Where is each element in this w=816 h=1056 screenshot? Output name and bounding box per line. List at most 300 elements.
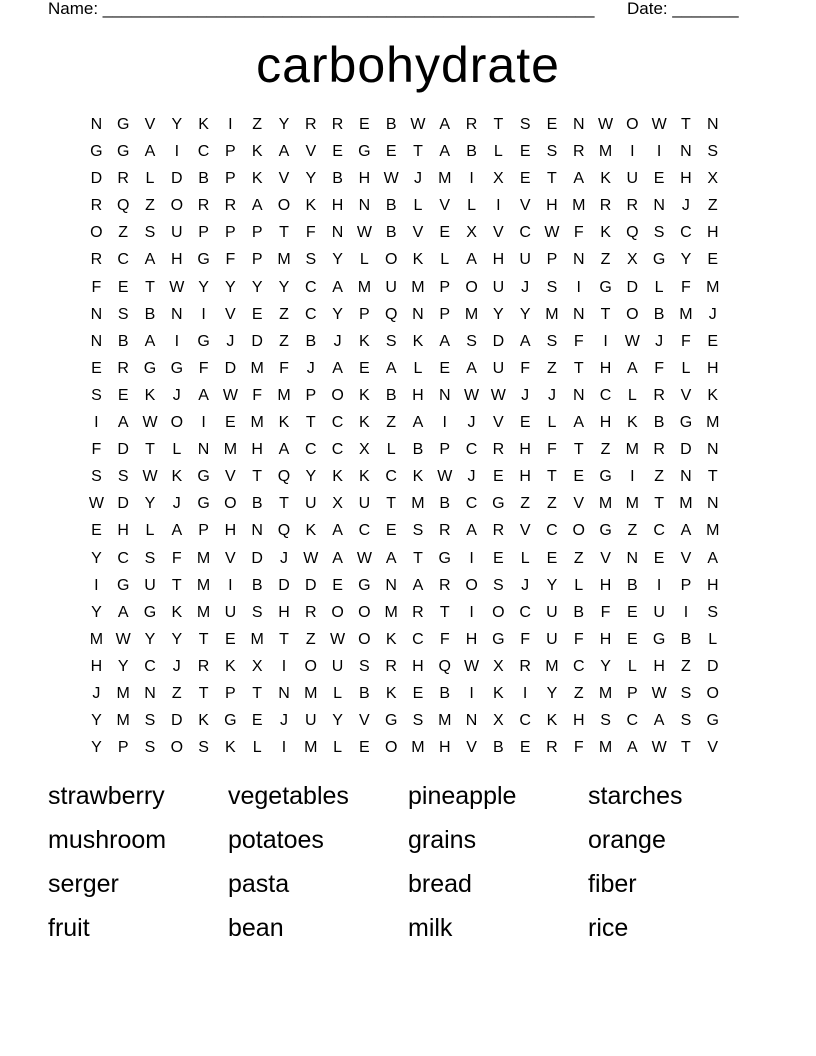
grid-row: [83, 384, 733, 411]
grid-letter: M: [679, 305, 693, 323]
grid-letter: N: [653, 197, 665, 215]
grid-letter: N: [626, 549, 639, 567]
grid-letter: K: [225, 657, 236, 675]
grid-letter: D: [90, 170, 103, 188]
grid-letter: X: [251, 657, 263, 675]
grid-letter: E: [385, 522, 397, 540]
grid-letter: X: [493, 657, 504, 675]
grid-letter: Z: [118, 224, 129, 242]
grid-letter: Y: [493, 305, 504, 323]
grid-letter: B: [439, 684, 451, 702]
grid-letter: K: [546, 712, 558, 730]
grid-letter: P: [439, 278, 451, 296]
word-list-item: orange: [588, 826, 666, 854]
grid-letter: U: [626, 170, 639, 188]
grid-letter: V: [225, 468, 236, 486]
grid-letter: N: [680, 468, 692, 486]
grid-letter: K: [171, 603, 183, 621]
grid-letter: E: [359, 116, 370, 133]
grid-letter: P: [251, 224, 263, 242]
grid-letter: I: [281, 739, 287, 757]
word-list-item: rice: [588, 914, 629, 942]
grid-letter: Y: [117, 657, 129, 675]
grid-letter: O: [706, 684, 719, 702]
grid-letter: I: [469, 603, 474, 621]
grid-letter: F: [573, 739, 584, 757]
grid-letter: I: [94, 576, 99, 594]
grid-letter: O: [465, 278, 478, 296]
grid-letter: B: [439, 495, 451, 513]
grid-letter: W: [356, 549, 372, 567]
grid-letter: Z: [547, 359, 557, 377]
grid-letter: Y: [305, 170, 317, 188]
grid-letter: N: [572, 386, 585, 404]
grid-letter: A: [627, 359, 638, 377]
grid-letter: O: [492, 603, 505, 621]
grid-letter: W: [303, 549, 319, 567]
grid-letter: M: [116, 712, 130, 730]
grid-letter: L: [520, 549, 530, 567]
grid-letter: A: [117, 414, 129, 432]
grid-letter: Z: [627, 522, 638, 540]
grid-letter: A: [680, 522, 692, 540]
grid-letter: E: [251, 712, 263, 730]
grid-letter: Y: [546, 576, 558, 594]
grid-letter: E: [519, 170, 531, 188]
grid-letter: W: [383, 170, 399, 188]
grid-letter: C: [385, 468, 397, 486]
grid-letter: Y: [305, 468, 317, 486]
grid-letter: R: [197, 197, 210, 215]
grid-letter: H: [706, 359, 719, 377]
grid-letter: Y: [171, 116, 183, 133]
grid-letter: H: [465, 630, 478, 648]
grid-letter: E: [225, 414, 236, 432]
grid-letter: O: [170, 414, 184, 432]
grid-letter: K: [305, 522, 317, 540]
grid-letter: M: [464, 305, 479, 323]
grid-letter: D: [492, 332, 505, 350]
grid-letter: B: [653, 414, 665, 432]
grid-letter: W: [624, 332, 640, 350]
grid-letter: T: [279, 495, 289, 513]
grid-letter: Z: [600, 251, 611, 269]
grid-letter: M: [545, 657, 559, 675]
grid-letter: H: [412, 657, 424, 675]
grid-letter: M: [277, 386, 291, 404]
grid-letter: M: [598, 495, 613, 513]
grid-letter: H: [278, 603, 290, 621]
grid-letter: S: [546, 332, 558, 350]
grid-letter: V: [439, 197, 451, 215]
grid-letter: E: [412, 684, 424, 702]
grid-letter: A: [332, 359, 343, 377]
grid-letter: H: [358, 170, 371, 188]
grid-letter: I: [683, 603, 689, 621]
grid-letter: I: [201, 414, 206, 432]
grid-letter: R: [224, 197, 237, 215]
grid-letter: E: [573, 468, 585, 486]
grid-letter: N: [706, 495, 719, 513]
grid-letter: M: [277, 251, 291, 269]
grid-letter: G: [384, 712, 398, 730]
grid-letter: H: [599, 359, 612, 377]
grid-letter: O: [626, 116, 639, 133]
grid-letter: B: [251, 576, 263, 594]
grid-letter: M: [196, 603, 211, 621]
grid-letter: M: [438, 712, 452, 730]
grid-letter: Y: [144, 495, 156, 513]
grid-letter: V: [493, 414, 504, 432]
grid-letter: J: [279, 549, 288, 567]
grid-row: [83, 601, 733, 628]
grid-letter: O: [224, 495, 237, 513]
grid-letter: C: [331, 441, 344, 459]
grid-letter: O: [170, 739, 184, 757]
grid-letter: A: [439, 116, 451, 133]
grid-letter: Y: [91, 603, 102, 621]
grid-letter: K: [251, 143, 263, 161]
grid-letter: N: [144, 684, 156, 702]
grid-letter: M: [679, 495, 693, 513]
grid-letter: B: [385, 386, 397, 404]
grid-letter: G: [492, 630, 505, 648]
grid-letter: W: [437, 468, 453, 486]
grid-letter: R: [519, 657, 531, 675]
grid-letter: I: [656, 143, 662, 161]
grid-letter: L: [627, 386, 637, 404]
grid-letter: R: [599, 197, 612, 215]
grid-letter: A: [466, 522, 477, 540]
grid-letter: A: [466, 359, 477, 377]
grid-letter: K: [385, 684, 397, 702]
grid-letter: L: [708, 630, 718, 648]
grid-letter: T: [305, 414, 316, 432]
grid-letter: G: [438, 549, 451, 567]
grid-letter: E: [493, 549, 504, 567]
grid-letter: C: [653, 522, 665, 540]
grid-letter: R: [653, 386, 665, 404]
grid-letter: B: [680, 630, 692, 648]
grid-letter: S: [144, 712, 156, 730]
grid-letter: L: [627, 657, 637, 675]
grid-letter: L: [440, 251, 450, 269]
grid-letter: G: [116, 143, 130, 161]
grid-letter: E: [627, 603, 638, 621]
grid-letter: G: [197, 468, 210, 486]
grid-letter: N: [197, 441, 210, 459]
grid-letter: J: [681, 197, 690, 215]
grid-letter: Q: [438, 657, 451, 675]
grid-letter: J: [467, 414, 476, 432]
grid-row: [83, 438, 733, 465]
grid-letter: J: [226, 332, 235, 350]
grid-letter: J: [521, 576, 530, 594]
grid-letter: K: [251, 170, 263, 188]
grid-letter: B: [144, 305, 156, 323]
grid-letter: C: [519, 712, 531, 730]
grid-letter: E: [653, 170, 665, 188]
grid-letter: T: [573, 441, 584, 459]
grid-letter: H: [117, 522, 129, 540]
grid-letter: X: [359, 441, 370, 459]
grid-letter: E: [359, 359, 370, 377]
grid-letter: I: [656, 576, 662, 594]
grid-letter: Y: [225, 278, 236, 296]
grid-letter: G: [599, 468, 612, 486]
grid-letter: L: [172, 441, 182, 459]
grid-letter: V: [519, 197, 531, 215]
grid-letter: P: [225, 224, 236, 242]
grid-letter: Y: [332, 251, 343, 269]
grid-letter: V: [680, 386, 692, 404]
grid-letter: R: [331, 116, 344, 133]
grid-letter: H: [599, 576, 612, 594]
grid-letter: W: [410, 116, 426, 133]
grid-letter: P: [198, 522, 209, 540]
grid-letter: M: [411, 739, 425, 757]
grid-letter: E: [359, 739, 370, 757]
grid-letter: G: [197, 332, 210, 350]
grid-letter: K: [600, 170, 611, 188]
grid-letter: M: [411, 278, 425, 296]
grid-letter: A: [144, 251, 156, 269]
grid-letter: O: [304, 657, 317, 675]
grid-letter: X: [707, 170, 719, 188]
grid-letter: L: [145, 170, 155, 188]
grid-letter: L: [574, 576, 584, 594]
grid-letter: I: [94, 414, 99, 432]
grid-letter: M: [250, 630, 264, 648]
grid-letter: R: [90, 251, 103, 269]
word-list-item: milk: [408, 914, 453, 942]
grid-letter: U: [492, 359, 505, 377]
grid-letter: G: [90, 143, 103, 161]
grid-letter: M: [706, 522, 720, 540]
grid-letter: J: [172, 495, 181, 513]
grid-letter: T: [654, 495, 665, 513]
grid-letter: Q: [277, 468, 291, 486]
grid-letter: C: [358, 522, 371, 540]
grid-letter: G: [492, 495, 505, 513]
grid-letter: Y: [680, 251, 692, 269]
grid-letter: K: [332, 468, 343, 486]
grid-letter: F: [225, 251, 236, 269]
grid-letter: O: [331, 386, 344, 404]
grid-letter: L: [493, 143, 503, 161]
grid-letter: U: [653, 603, 665, 621]
grid-letter: W: [115, 630, 131, 648]
grid-letter: M: [223, 441, 238, 459]
grid-letter: F: [252, 386, 263, 404]
grid-letter: N: [706, 116, 719, 133]
grid-letter: O: [384, 739, 398, 757]
grid-letter: T: [547, 170, 557, 188]
grid-letter: Y: [600, 657, 611, 675]
grid-letter: D: [171, 712, 183, 730]
grid-letter: D: [224, 359, 237, 377]
grid-letter: W: [597, 116, 614, 133]
grid-letter: C: [465, 441, 478, 459]
grid-letter: R: [626, 197, 639, 215]
grid-letter: D: [626, 278, 639, 296]
grid-letter: T: [252, 684, 263, 702]
grid-letter: X: [466, 224, 477, 242]
word-list-item: serger: [48, 870, 119, 898]
grid-letter: W: [464, 657, 480, 675]
grid-letter: R: [438, 576, 451, 594]
grid-letter: N: [572, 116, 585, 133]
grid-letter: M: [598, 739, 613, 757]
grid-letter: O: [465, 576, 478, 594]
grid-letter: A: [171, 522, 183, 540]
grid-letter: U: [331, 657, 344, 675]
grid-letter: S: [412, 522, 424, 540]
grid-row: [83, 492, 733, 519]
grid-letter: F: [91, 441, 102, 459]
grid-letter: H: [680, 170, 692, 188]
grid-row: [83, 248, 733, 275]
grid-letter: S: [144, 549, 156, 567]
grid-letter: K: [144, 386, 156, 404]
grid-letter: F: [91, 278, 102, 296]
grid-letter: S: [91, 386, 102, 404]
grid-letter: K: [359, 414, 370, 432]
grid-letter: T: [707, 468, 718, 486]
grid-row: [83, 574, 733, 601]
grid-letter: G: [143, 359, 157, 377]
grid-letter: G: [197, 495, 210, 513]
grid-letter: H: [438, 739, 451, 757]
grid-letter: R: [197, 657, 210, 675]
grid-letter: E: [546, 116, 558, 133]
grid-letter: S: [546, 143, 558, 161]
grid-letter: W: [142, 468, 158, 486]
grid-letter: V: [305, 143, 317, 161]
grid-letter: I: [469, 170, 474, 188]
grid-row: [83, 411, 733, 438]
grid-letter: L: [413, 359, 423, 377]
grid-letter: G: [224, 712, 237, 730]
grid-letter: B: [332, 170, 343, 188]
grid-letter: Y: [519, 305, 531, 323]
grid-letter: W: [356, 224, 372, 242]
grid-letter: A: [707, 549, 719, 567]
grid-row: [83, 357, 733, 384]
grid-letter: A: [332, 549, 343, 567]
word-list: [48, 779, 788, 945]
grid-letter: R: [653, 441, 665, 459]
grid-letter: F: [439, 630, 450, 648]
grid-letter: B: [117, 332, 129, 350]
grid-letter: M: [357, 278, 372, 296]
grid-letter: O: [358, 603, 371, 621]
grid-letter: E: [385, 143, 397, 161]
grid-letter: O: [90, 224, 103, 242]
grid-row: [83, 221, 733, 248]
grid-letter: P: [198, 224, 209, 242]
grid-letter: Y: [198, 278, 209, 296]
grid-letter: S: [600, 712, 611, 730]
grid-letter: W: [222, 386, 238, 404]
grid-letter: Y: [278, 116, 290, 133]
grid-letter: C: [412, 630, 424, 648]
grid-letter: J: [172, 657, 181, 675]
grid-letter: Y: [91, 739, 102, 757]
grid-letter: J: [92, 684, 101, 702]
grid-letter: E: [117, 386, 129, 404]
grid-letter: P: [546, 251, 558, 269]
grid-letter: M: [250, 359, 264, 377]
grid-letter: J: [521, 386, 530, 404]
grid-letter: K: [359, 468, 370, 486]
grid-letter: N: [331, 224, 344, 242]
grid-letter: C: [465, 495, 478, 513]
grid-letter: G: [116, 116, 130, 133]
grid-letter: Y: [332, 305, 343, 323]
grid-letter: S: [359, 657, 370, 675]
grid-letter: C: [519, 224, 531, 242]
grid-letter: K: [412, 251, 424, 269]
grid-letter: D: [706, 657, 719, 675]
grid-letter: Y: [546, 684, 558, 702]
grid-letter: A: [278, 143, 290, 161]
word-list-item: fruit: [48, 914, 90, 942]
grid-letter: T: [145, 441, 155, 459]
grid-letter: S: [707, 143, 719, 161]
grid-letter: S: [144, 224, 156, 242]
grid-letter: W: [169, 278, 185, 296]
grid-letter: U: [224, 603, 237, 621]
grid-letter: E: [332, 143, 343, 161]
grid-letter: Z: [386, 414, 397, 432]
grid-letter: T: [198, 630, 209, 648]
grid-letter: N: [90, 332, 103, 350]
grid-letter: Y: [278, 278, 290, 296]
grid-letter: G: [599, 522, 612, 540]
name-field-label: Name: ____________________________________________________: [48, 0, 595, 18]
grid-letter: O: [331, 603, 344, 621]
grid-letter: B: [198, 170, 209, 188]
grid-letter: E: [493, 468, 504, 486]
grid-letter: K: [278, 414, 290, 432]
grid-letter: D: [171, 170, 183, 188]
grid-letter: K: [385, 630, 397, 648]
grid-letter: W: [651, 684, 667, 702]
grid-letter: T: [413, 143, 423, 161]
grid-letter: M: [706, 414, 720, 432]
grid-letter: K: [225, 739, 236, 757]
grid-letter: Z: [600, 441, 611, 459]
grid-letter: X: [627, 251, 638, 269]
grid-letter: M: [384, 603, 398, 621]
grid-letter: B: [573, 603, 585, 621]
grid-letter: N: [90, 116, 103, 133]
grid-letter: C: [117, 549, 129, 567]
grid-letter: U: [304, 495, 317, 513]
grid-letter: K: [359, 332, 370, 350]
grid-letter: Z: [252, 116, 263, 133]
grid-letter: L: [654, 278, 664, 296]
grid-letter: A: [117, 603, 129, 621]
grid-letter: O: [626, 305, 639, 323]
grid-letter: W: [490, 386, 506, 404]
grid-letter: H: [251, 441, 263, 459]
grid-letter: E: [653, 549, 665, 567]
grid-letter: E: [251, 305, 263, 323]
grid-letter: A: [385, 359, 397, 377]
grid-letter: F: [520, 630, 531, 648]
